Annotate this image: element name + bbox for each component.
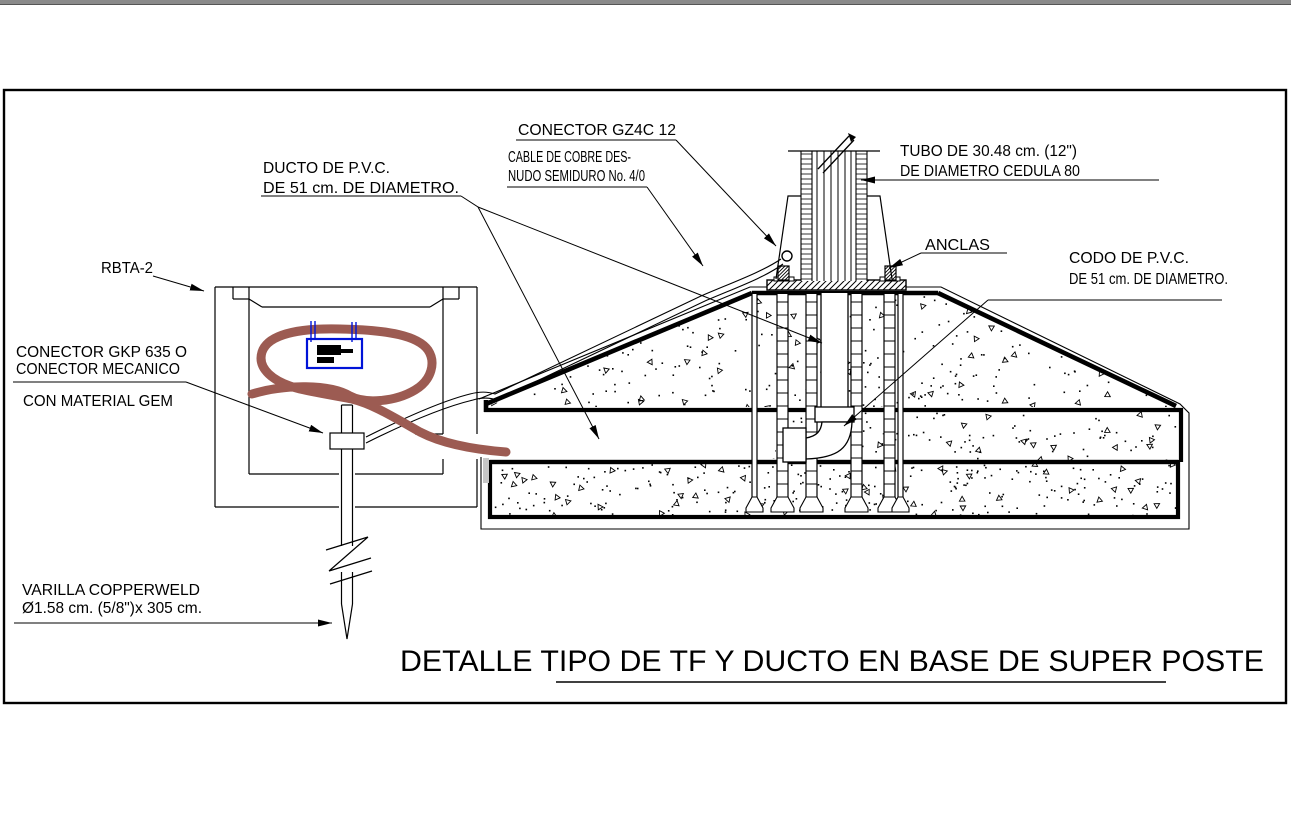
label-varilla-1: VARILLA COPPERWELD xyxy=(22,582,200,599)
label-tubo-1: TUBO DE 30.48 cm. (12") xyxy=(900,143,1077,160)
gz4c-connector-symbol xyxy=(782,251,792,261)
label-gkp-2: CONECTOR MECANICO xyxy=(16,361,180,378)
label-cable-cobre-1: CABLE DE COBRE DES- xyxy=(508,149,631,166)
label-codo-2: DE 51 cm. DE DIAMETRO. xyxy=(1069,271,1228,288)
label-varilla-2: Ø1.58 cm. (5/8")x 305 cm. xyxy=(22,600,202,617)
label-tubo-2: DE DIAMETRO CEDULA 80 xyxy=(900,163,1081,180)
drawing-title: DETALLE TIPO DE TF Y DUCTO EN BASE DE SUPER POSTE xyxy=(400,645,1264,678)
label-conector-gz4c: CONECTOR GZ4C 12 xyxy=(518,122,676,139)
vertical-duct xyxy=(821,293,848,409)
label-rbta: RBTA-2 xyxy=(101,260,153,277)
label-codo-1: CODO DE P.V.C. xyxy=(1069,250,1189,267)
label-gkp-1: CONECTOR GKP 635 O xyxy=(16,344,187,361)
steel-tube-pole xyxy=(801,151,867,281)
top-bar xyxy=(0,0,1291,4)
label-ducto-2: DE 51 cm. DE DIAMETRO. xyxy=(263,180,459,197)
label-material-gem: CON MATERIAL GEM xyxy=(23,393,173,410)
duct-corridor xyxy=(487,413,775,458)
gkp-connector xyxy=(330,433,364,449)
gray-highlight xyxy=(483,458,489,483)
label-anclas: ANCLAS xyxy=(925,237,990,254)
duct-bell xyxy=(783,428,806,462)
label-ducto-1: DUCTO DE P.V.C. xyxy=(263,160,390,177)
elbow-collar xyxy=(815,407,854,422)
label-cable-cobre-2: NUDO SEMIDURO No. 4/0 xyxy=(508,168,646,185)
